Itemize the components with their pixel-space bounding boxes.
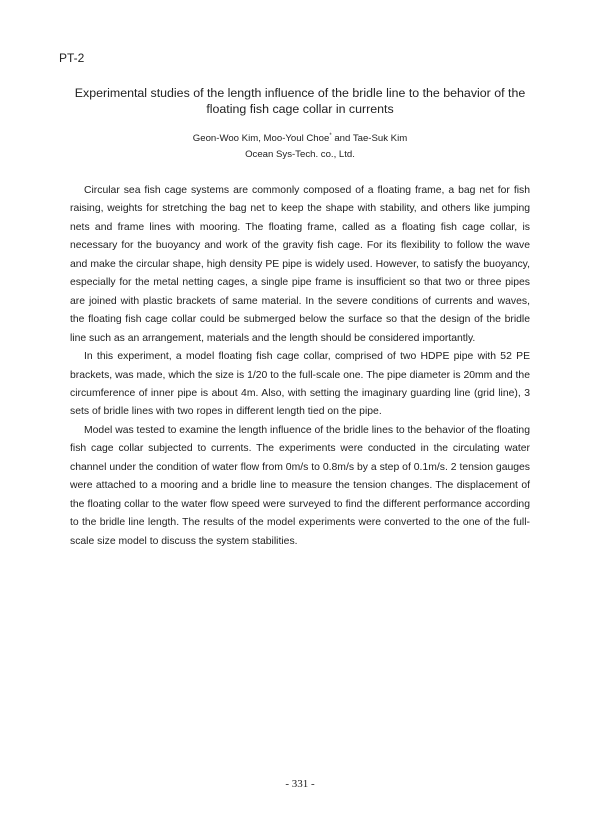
paper-code: PT-2 [59, 51, 85, 65]
corresponding-author-mark: * [329, 132, 332, 139]
authors-first: Geon-Woo Kim, Moo-Youl Choe [192, 133, 330, 144]
affiliation: Ocean Sys-Tech. co., Ltd. [245, 149, 355, 160]
paragraph: Circular sea fish cage systems are commonly composed of a floating frame, a bag net for fish raising, weights for stretching the bag net to keep the shape with stability, and others like jumping nets and frame lines with mooring. The floating frame, called as a floating fish cage collar, is necessary for the buoyancy and work of the gravity fish cage. For its flexibility to follow the wave and make the circular shape, high density PE pipe is widely used. However, to satisfy the buoyancy, especially for the metal netting cages, a single pipe frame is insufficient so that two or three pipes are joined with plastic brackets of same material. In the severe conditions of currents and waves, the floating fish cage collar could be submerged below the surface so that the design of the bridle line such as an arrangement, materials and the length should be considered importantly. [70, 185, 530, 344]
paper-title: Experimental studies of the length influence of the bridle line to the behavior of the floating fish cage collar in currents [74, 86, 526, 116]
paragraph: Model was tested to examine the length influence of the bridle lines to the behavior of the floating fish cage collar subjected to currents. The experiments were conducted in the circulating water channel under the condition of water flow from 0m/s to 0.8m/s by a step of 0.1m/s. 2 tension gauges were attached to a mooring and a bridle line to measure the tension changes. The displacement of the floating collar to the water flow speed were surveyed to find the different performance according to the bridle line length. The results of the model experiments were converted to the one of the full-scale size model to discuss the system stabilities. [70, 424, 530, 547]
author-names [60, 131, 540, 147]
author-block [60, 131, 540, 163]
page-number: - 331 - [285, 778, 315, 790]
paragraph: In this experiment, a model floating fish cage collar, comprised of two HDPE pipe with 52 PE brackets, was made, which the size is 1/20 to the full-scale one. The pipe diameter is 20mm and the circumference of inner pipe is about 4m. Also, with setting the imaginary guarding line (grid line), 3 sets of bridle lines with two ropes in different length tied on the pipe. [70, 351, 530, 418]
authors-last: and Tae-Suk Kim [331, 133, 408, 144]
abstract-body [70, 182, 530, 551]
